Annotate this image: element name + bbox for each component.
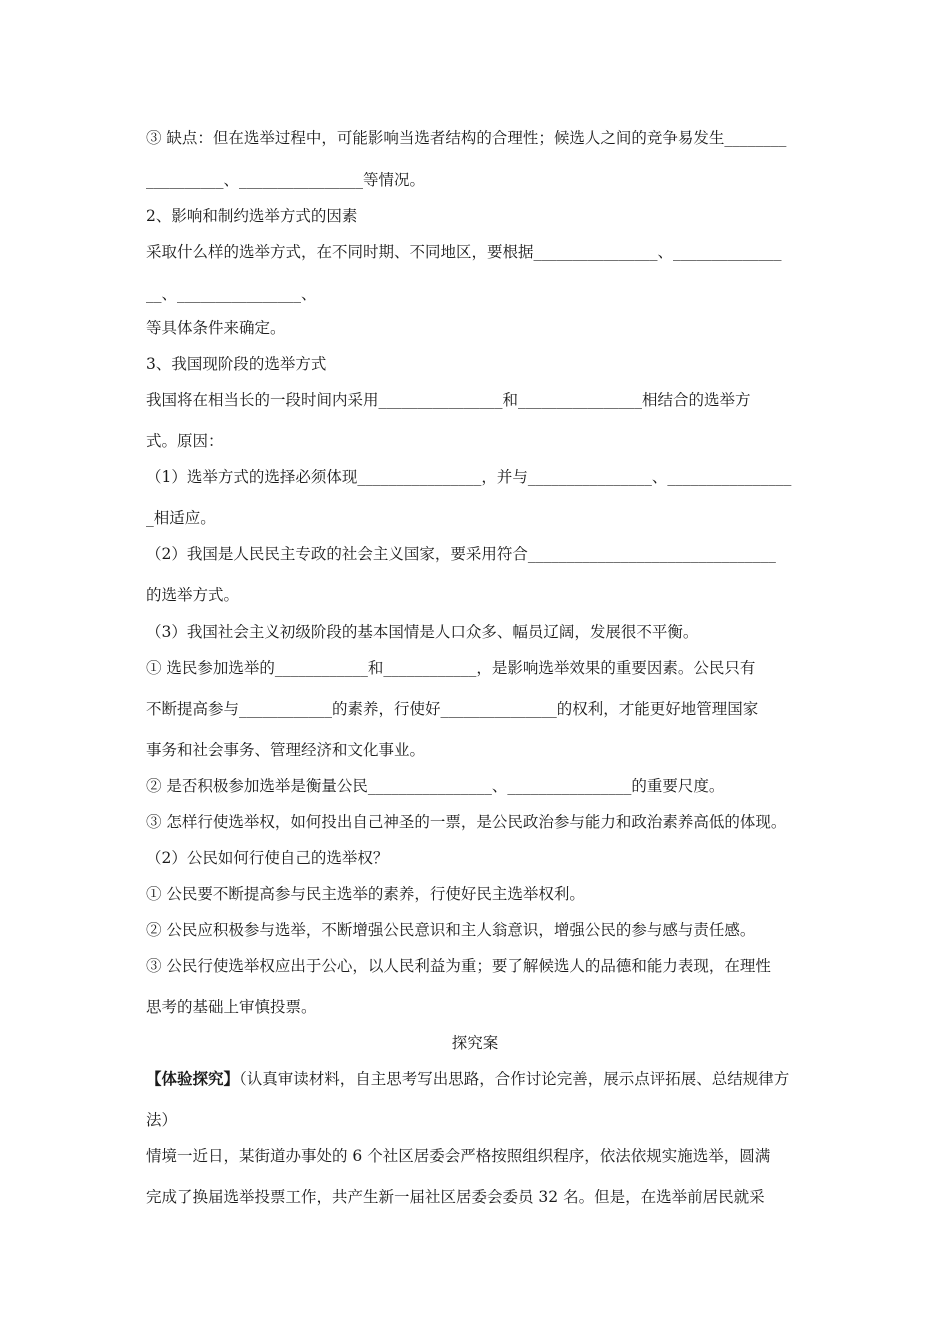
text-line: 采取什么样的选举方式，在不同时期、不同地区，要根据________________、______________	[146, 243, 782, 261]
text-line: （3）我国社会主义初级阶段的基本国情是人口众多、幅员辽阔，发展很不平衡。	[146, 623, 699, 641]
text-line: 事务和社会事务、管理经济和文化事业。	[146, 741, 426, 759]
text-line: 不断提高参与____________的素养，行使好_______________的权利，才能更好地管理国家	[146, 700, 759, 718]
text-line: ③ 怎样行使选举权，如何投出自己神圣的一票，是公民政治参与能力和政治素养高低的体现。	[146, 813, 787, 831]
text-line: ② 公民应积极参与选举，不断增强公民意识和主人翁意识，增强公民的参与感与责任感。	[146, 921, 756, 939]
explore-label: 【体验探究】	[146, 1069, 240, 1088]
section-title: 探究案	[451, 1034, 499, 1052]
text-line: ③ 缺点：但在选举过程中，可能影响当选者结构的合理性；候选人之间的竞争易发生________	[146, 129, 787, 147]
text-line: 的选举方式。	[146, 586, 240, 604]
explore-text: （认真审读材料，自主思考写出思路，合作讨论完善，展示点评拓展、总结规律方	[239, 1070, 790, 1088]
text-line: 等具体条件来确定。	[146, 319, 286, 337]
text-line: ③ 公民行使选举权应出于公心，以人民利益为重；要了解候选人的品德和能力表现，在理性	[146, 957, 771, 975]
text-line: 我国将在相当长的一段时间内采用________________和________________相结合的选举方	[146, 391, 751, 409]
scenario-line: 完成了换届选举投票工作，共产生新一届社区居委会委员 32 名。但是，在选举前居民就采	[146, 1188, 765, 1206]
text-line: 法）	[146, 1111, 178, 1129]
text-line: __、________________、	[146, 285, 317, 303]
text-line: （2）我国是人民民主专政的社会主义国家，要采用符合________________________________	[146, 545, 776, 563]
heading-current-method: 3、我国现阶段的选举方式	[146, 355, 327, 373]
text-line: （2）公民如何行使自己的选举权？	[146, 849, 389, 867]
text-line: 式。原因：	[146, 432, 224, 450]
text-line: ① 公民要不断提高参与民主选举的素养，行使好民主选举权利。	[146, 885, 585, 903]
text-line: ① 选民参加选举的____________和____________，是影响选举效果的重要因素。公民只有	[146, 659, 756, 677]
scenario-line: 情境一近日，某街道办事处的 6 个社区居委会严格按照组织程序，依法依规实施选举，圆满	[146, 1147, 771, 1165]
text-line: _相适应。	[146, 509, 216, 527]
heading-factors: 2、影响和制约选举方式的因素	[146, 207, 358, 225]
text-line: ② 是否积极参加选举是衡量公民________________、________________的重要尺度。	[146, 777, 725, 795]
explore-line	[146, 1069, 816, 1089]
text-line: （1）选举方式的选择必须体现________________，并与________________、________________	[146, 468, 792, 486]
text-line: 思考的基础上审慎投票。	[146, 998, 317, 1016]
text-line: __________、________________等情况。	[146, 171, 426, 189]
